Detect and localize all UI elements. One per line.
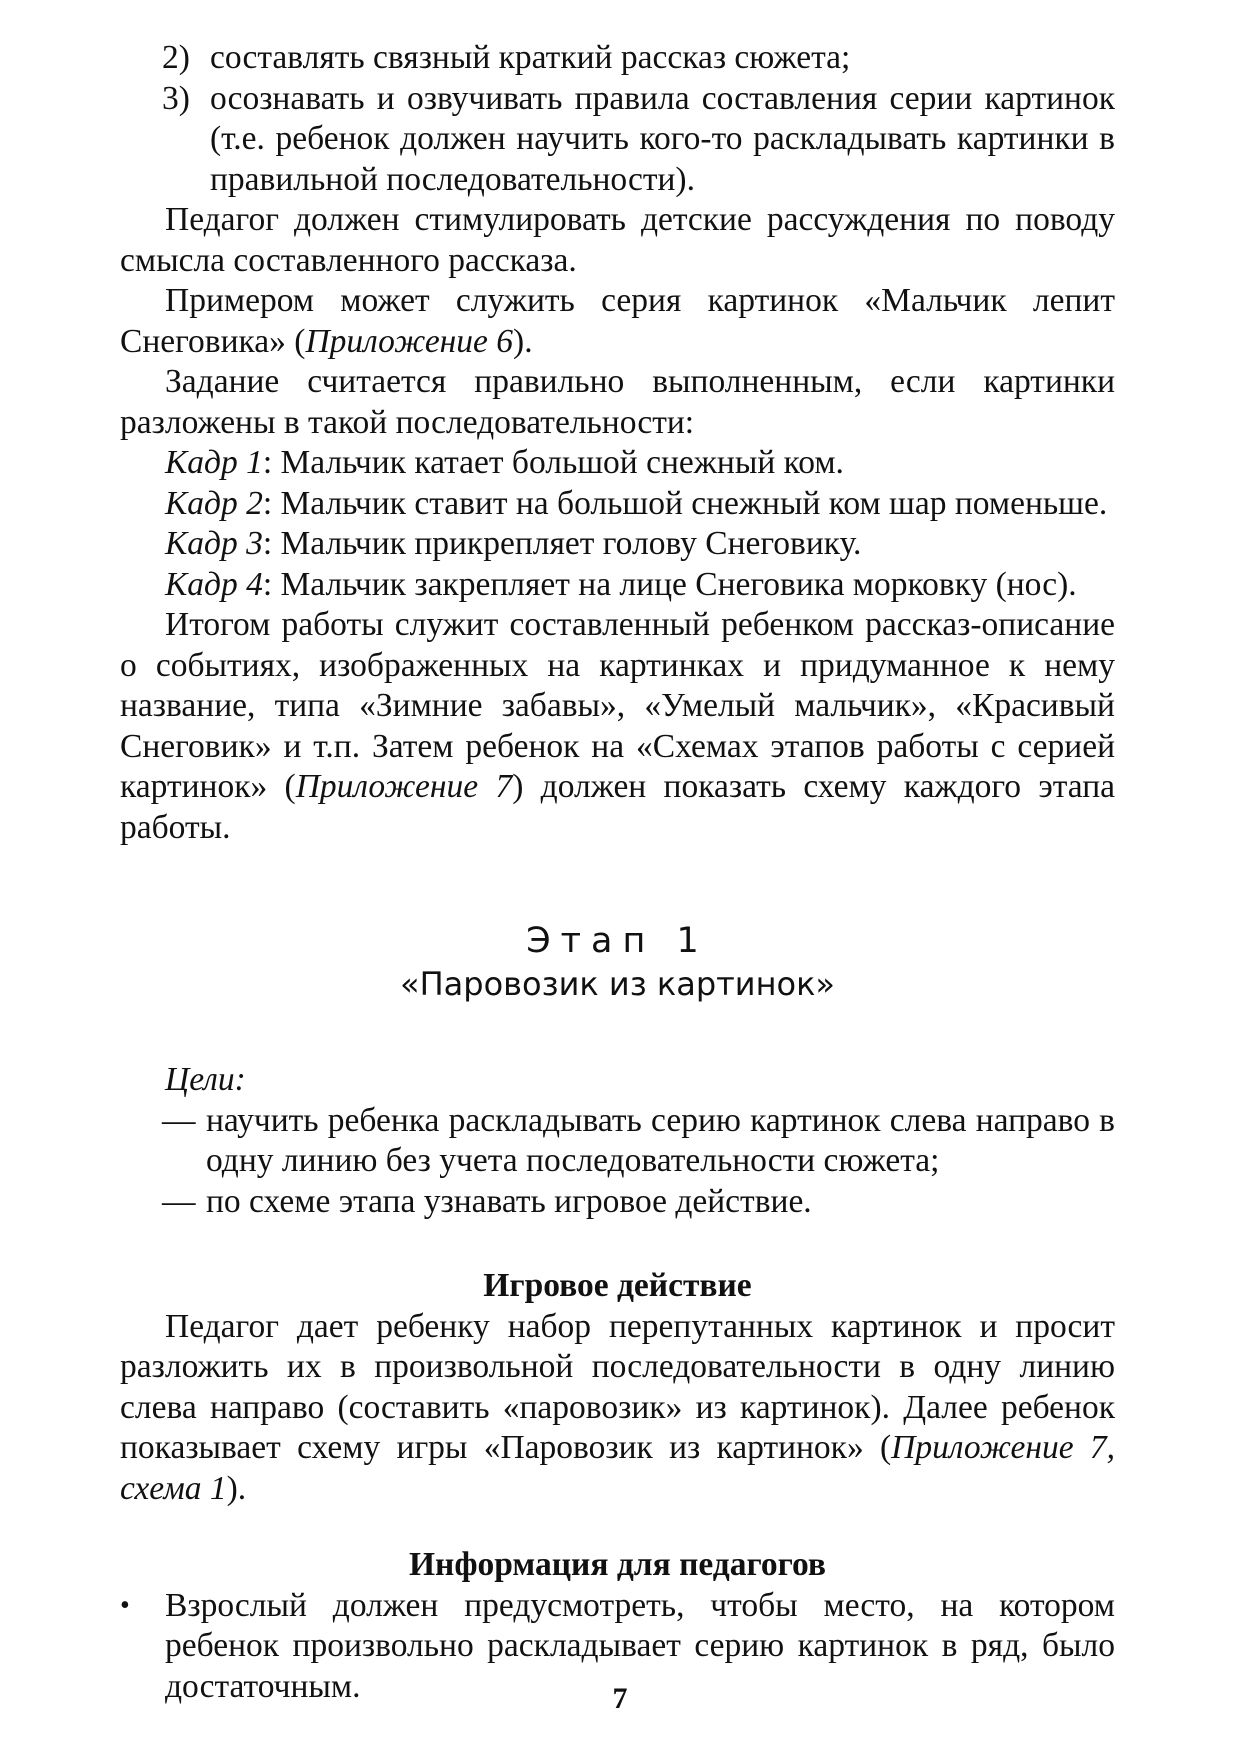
frame-line xyxy=(120,565,1115,606)
goal-item xyxy=(120,1101,1115,1182)
paragraph xyxy=(120,281,1115,362)
frame-label: Кадр 3 xyxy=(165,525,263,562)
paragraph-text: Примером может служить серия картинок «Мальчик лепит Снеговика» ( xyxy=(120,282,1115,360)
goal-text: по схеме этапа узнавать игровое действие. xyxy=(206,1182,812,1220)
goal-text: научить ребенка раскладывать серию картинок слева направо в одну линию без учета последовательности сюжета; xyxy=(206,1101,1115,1179)
section-heading-teacher-info: Информация для педагогов xyxy=(408,1546,827,1583)
stage-subtitle: «Паровозик из картинок» xyxy=(400,965,835,1003)
frame-text: : Мальчик прикрепляет голову Снеговику. xyxy=(262,525,862,562)
goals-heading xyxy=(120,1060,1115,1101)
appendix-ref: Приложение 7 xyxy=(295,768,513,805)
paragraph: Педагог должен стимулировать детские рассуждения по поводу смысла составленного рассказа. xyxy=(120,201,1115,279)
frame-line xyxy=(120,484,1115,525)
frame-line xyxy=(120,443,1115,484)
page-number: 7 xyxy=(612,1682,628,1715)
paragraph xyxy=(120,605,1115,848)
paragraph-text: ). xyxy=(513,322,533,360)
frame-text: : Мальчик закрепляет на лице Снеговика морковку (нос). xyxy=(262,565,1077,603)
list-text: составлять связный краткий рассказ сюжета; xyxy=(210,39,851,76)
list-item xyxy=(120,79,1115,201)
bullet-text: Взрослый должен предусмотреть, чтобы место, на котором ребенок произвольно раскладывает серию картинок в ряд, было достаточным. xyxy=(165,1586,1115,1705)
list-text: осознавать и озвучивать правила составления серии картинок (т.е. ребенок должен научить кого-то раскладывать картинки в правильной последовательности). xyxy=(210,79,1115,198)
appendix-ref: Приложение 6 xyxy=(305,322,514,360)
paragraph-text: ) должен показать схему каждого этапа работы. xyxy=(120,768,1115,846)
frame-line xyxy=(120,524,1115,565)
list-number: 2) xyxy=(162,39,190,76)
frame-text: : Мальчик катает большой снежный ком. xyxy=(262,444,844,481)
paragraph-text: Педагог дает ребенку набор перепутанных картинок и просит разложить их в произвольной последовательности в одну линию слева направо (составить «паровозик» из картинок). Далее ребенок показывает схему игры «Паровозик из картинок» ( xyxy=(120,1307,1115,1466)
frame-label: Кадр 2 xyxy=(165,484,263,522)
paragraph-text: ). xyxy=(226,1469,247,1507)
frame-label: Кадр 4 xyxy=(165,565,263,603)
frame-label: Кадр 1 xyxy=(165,444,263,481)
goal-item xyxy=(120,1182,1115,1223)
goals-title: Цели: xyxy=(165,1061,246,1098)
paragraph-text: Итогом работы служит составленный ребенком рассказ-описание о событиях, изображенных на картинках и придуманное к нему название, типа «Зимние забавы», «Умелый мальчик», «Красивый Снеговик» и т.п. Затем ребенок на «Схемах этапов работы с серией картинок» ( xyxy=(120,606,1115,805)
frame-text: : Мальчик ставит на большой снежный ком шар поменьше. xyxy=(262,484,1108,522)
paragraph xyxy=(120,1307,1115,1510)
list-number: 3) xyxy=(162,79,190,117)
section-heading-game-action: Игровое действие xyxy=(483,1267,752,1304)
paragraph: Задание считается правильно выполненным, если картинки разложены в такой последовательности: xyxy=(120,363,1115,441)
page-content xyxy=(120,38,1115,1707)
dash-marker: — xyxy=(162,1182,196,1220)
stage-title: Этап 1 xyxy=(526,921,709,961)
dash-marker: — xyxy=(162,1101,196,1139)
appendix-ref: Приложение 7, схема 1 xyxy=(120,1429,1115,1507)
list-item xyxy=(120,38,1115,79)
bullet-marker: • xyxy=(120,1589,130,1621)
